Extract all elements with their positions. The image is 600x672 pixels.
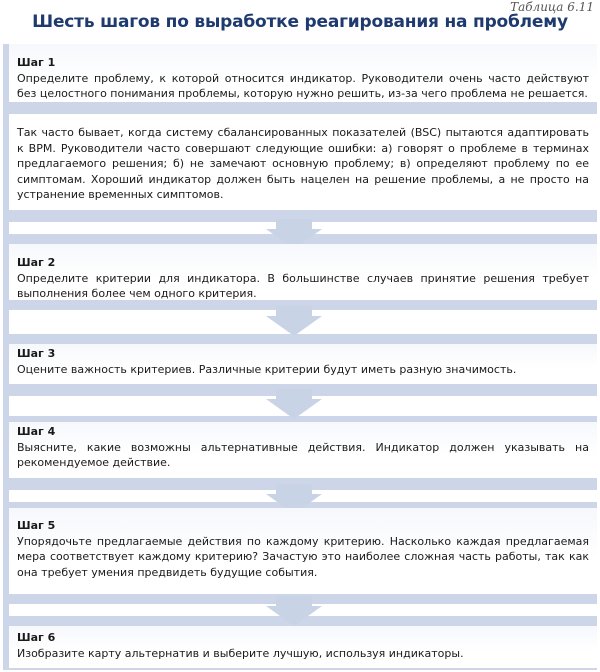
page-title: Шесть шагов по выработке реагирования на проблему [32, 12, 568, 32]
step-6-title: Шаг 6 [17, 631, 56, 644]
step-4-text: Выясните, какие возможны альтернативные действия. Индикатор должен указывать на рекомендуемое действие. [17, 440, 589, 469]
steps-frame [3, 44, 597, 670]
step-4-title: Шаг 4 [17, 425, 56, 438]
step-5-title: Шаг 5 [17, 519, 56, 532]
step-4-box [9, 422, 597, 478]
step-2-box [9, 244, 597, 300]
step-1-note [9, 114, 597, 210]
step-6-text: Изобразите карту альтернатив и выберите лучшую, используя индикаторы. [17, 646, 464, 660]
arrow-down-icon [266, 389, 322, 419]
step-3-box [9, 344, 597, 384]
step-5-text: Упорядочьте предлагаемые действия по каждому критерию. Насколько каждая предлагаемая мера соответствует каждому критерию? Зачастую это наиболее сложная часть работы, так как она требует умения предвидеть будущие события. [17, 534, 589, 579]
step-3-title: Шаг 3 [17, 347, 56, 360]
step-3-text: Оцените важность критериев. Различные критерии будут иметь разную значимость. [17, 362, 517, 376]
step-5-box [9, 508, 597, 594]
step-1-title: Шаг 1 [17, 56, 56, 69]
step-1-box [9, 44, 597, 102]
arrow-down-icon [266, 596, 322, 626]
step-2-text: Определите критерии для индикатора. В большинстве случаев принятие решения требует выполнения более чем одного критерия. [17, 271, 589, 300]
step-6-box [9, 626, 597, 668]
step-2-title: Шаг 2 [17, 256, 56, 269]
step-1-text: Определите проблему, к которой относится индикатор. Руководители очень часто действуют без целостного понимания проблемы, которую нужно решить, из-за чего проблема не решается. [17, 71, 589, 100]
step-1-note-text: Так часто бывает, когда систему сбалансированных показателей (BSC) пытаются адаптировать к BPM. Руководители часто совершают следующие ошибки: а) говорят о проблеме в терминах предлагаемого решения; б) не замечают основную проблему; в) определяют проблему по ее симптомам. Хороший индикатор должен быть нацелен на решение проблемы, а не просто на устранение временных симптомов. [17, 126, 589, 201]
arrow-down-icon [266, 306, 322, 336]
table-number: Таблица 6.11 [510, 0, 594, 14]
